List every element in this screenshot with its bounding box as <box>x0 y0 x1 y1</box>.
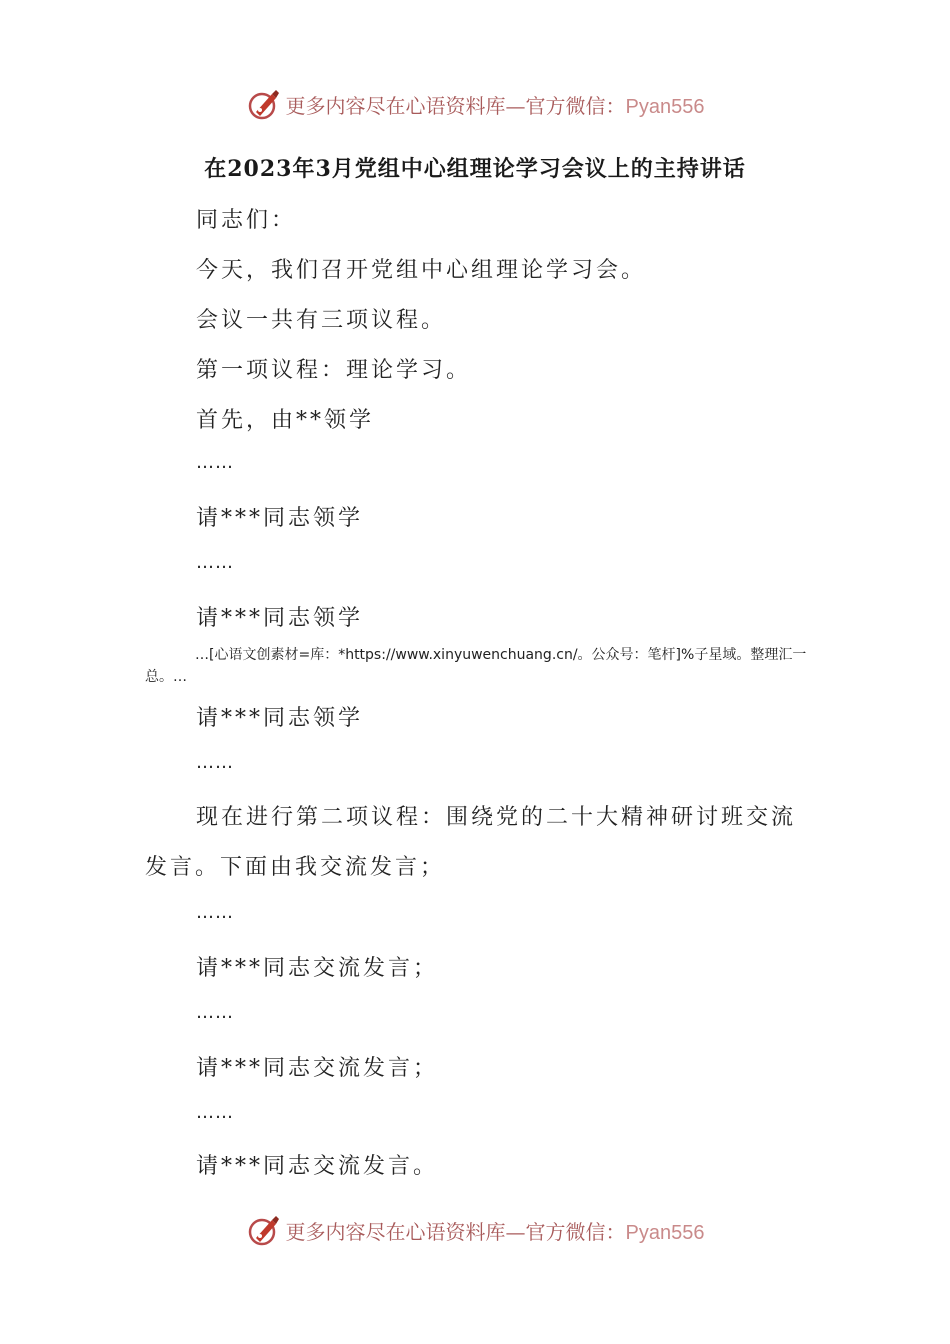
banner-text: 更多内容尽在心语资料库—官方微信：Pyan556 <box>285 1219 705 1244</box>
paragraph-greeting: 同志们： <box>196 208 297 233</box>
paragraph-agenda-one: 第一项议程：理论学习。 <box>196 358 472 383</box>
fountain-pen-logo-icon <box>246 86 282 122</box>
paragraph-lead: 请***同志领学 <box>196 506 364 531</box>
paragraph-intro: 今天，我们召开党组中心组理论学习会。 <box>196 258 647 283</box>
ellipsis-line: …… <box>196 1002 234 1023</box>
header-banner <box>0 82 950 126</box>
ellipsis-line: …… <box>196 752 234 773</box>
paragraph-agenda-two: 现在进行第二项议程：围绕党的二十大精神研讨班交流发言。下面由我交流发言； <box>145 805 797 880</box>
fountain-pen-logo-icon <box>246 1212 282 1248</box>
footer-banner <box>0 1208 950 1252</box>
ellipsis-line: …… <box>196 1102 234 1123</box>
ellipsis-line: …… <box>196 552 234 573</box>
paragraph-agenda-count: 会议一共有三项议程。 <box>196 308 447 333</box>
paragraph-first-lead: 首先，由**领学 <box>196 408 375 433</box>
paragraph-lead: 请***同志领学 <box>196 706 364 731</box>
banner-text: 更多内容尽在心语资料库—官方微信：Pyan556 <box>285 93 705 118</box>
paragraph-speech: 请***同志交流发言。 <box>196 1154 439 1179</box>
source-note: …[心语文创素材=库：*https://www.xinyuwenchuang.cn/。公众号：笔杆]%子星域。整理汇一总。… <box>145 647 807 685</box>
ellipsis-line: …… <box>196 902 234 923</box>
paragraph-lead: 请***同志领学 <box>196 606 364 631</box>
paragraph-speech: 请***同志交流发言； <box>196 1056 439 1081</box>
paragraph-speech: 请***同志交流发言； <box>196 956 439 981</box>
ellipsis-line: …… <box>196 452 234 473</box>
document-title: 在2023年3月党组中心组理论学习会议上的主持讲话 <box>204 156 746 182</box>
